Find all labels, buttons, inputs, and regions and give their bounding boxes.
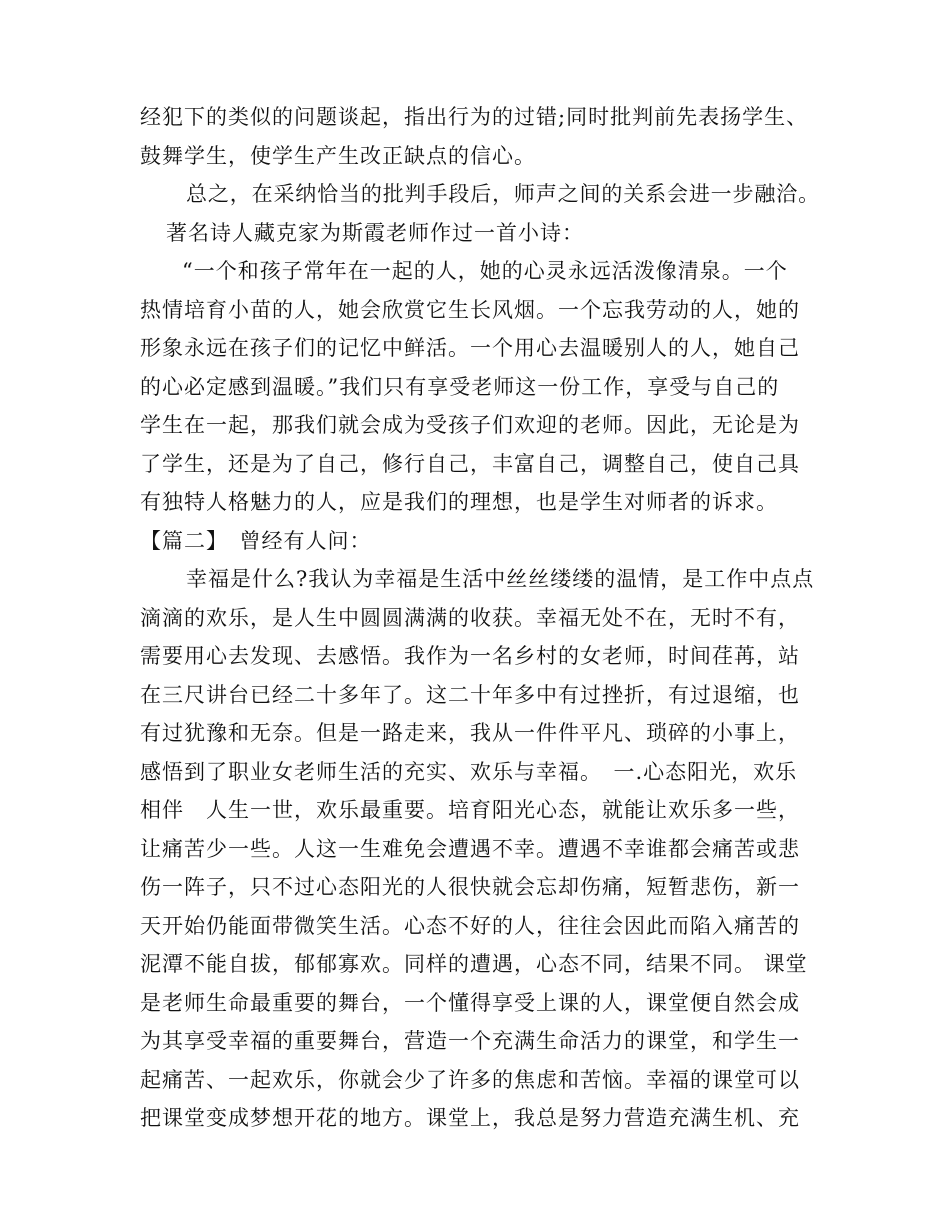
text-line: 泥潭不能自拔，郁郁寡欢。同样的遭遇，心态不同，结果不同。 课堂	[140, 952, 808, 976]
text-line: 滴滴的欢乐，是人生中圆圆满满的收获。幸福无处不在，无时不有，	[140, 605, 800, 630]
text-line: “一个和孩子常年在一起的人，她的心灵永远活泼像清泉。一个	[182, 259, 788, 283]
text-line: 了学生，还是为了自己，修行自己，丰富自己，调整自己，使自己具	[140, 451, 800, 476]
text-line: 热情培育小苗的人，她会欣赏它生长风烟。一个忘我劳动的人，她的	[140, 297, 800, 322]
text-line: 是老师生命最重要的舞台，一个懂得享受上课的人，课堂便自然会成	[140, 990, 800, 1015]
text-line: 有过犹豫和无奈。但是一路走来，我从一件件平凡、琐碎的小事上，	[140, 721, 800, 745]
text-line: 起痛苦、一起欢乐，你就会少了许多的焦虑和苦恼。幸福的课堂可以	[140, 1067, 800, 1092]
text-line: 需要用心去发现、去感悟。我作为一名乡村的女老师，时间荏苒，站	[140, 644, 800, 668]
text-line: 伤一阵子，只不过心态阳光的人很快就会忘却伤痛，短暂悲伤，新一	[140, 875, 800, 899]
text-line: 感悟到了职业女老师生活的充实、欢乐与幸福。 一.心态阳光，欢乐	[140, 759, 798, 784]
text-line: 总之，在采纳恰当的批判手段后，师声之间的关系会进一步融洽。	[186, 182, 820, 206]
text-line: 天开始仍能面带微笑生活。心态不好的人，往往会因此而陷入痛苦的	[140, 913, 800, 938]
text-line: 为其享受幸福的重要舞台，营造一个充满生命活力的课堂，和学生一	[140, 1029, 800, 1053]
text-line: 形象永远在孩子们的记忆中鲜活。一个用心去温暖别人的人，她自己	[140, 336, 800, 360]
text-line: 相伴 人生一世，欢乐最重要。培育阳光心态，就能让欢乐多一些，	[140, 798, 800, 822]
document-body	[140, 98, 820, 1138]
text-line: 学生在一起，那我们就会成为受孩子们欢迎的老师。因此，无论是为	[140, 413, 800, 437]
text-line: 的心必定感到温暖。”我们只有享受老师这一份工作，享受与自己的	[140, 374, 780, 399]
text-line: 经犯下的类似的问题谈起，指出行为的过错;同时批判前先表扬学生、	[140, 105, 809, 129]
text-line: 在三尺讲台已经二十多年了。这二十年多中有过挫折，有过退缩，也	[140, 682, 800, 707]
text-line: 【篇二】 曾经有人问：	[140, 528, 372, 553]
text-line: 鼓舞学生，使学生产生改正缺点的信心。	[140, 143, 536, 168]
text-line: 著名诗人藏克家为斯霞老师作过一首小诗：	[166, 220, 584, 245]
text-line: 幸福是什么?我认为幸福是生活中丝丝缕缕的温情，是工作中点点	[186, 567, 815, 591]
text-line: 有独特人格魅力的人，应是我们的理想，也是学生对师者的诉求。	[140, 490, 778, 514]
text-line: 把课堂变成梦想开花的地方。课堂上，我总是努力营造充满生机、充	[140, 1106, 800, 1130]
text-line: 让痛苦少一些。人这一生难免会遭遇不幸。遭遇不幸谁都会痛苦或悲	[140, 836, 800, 861]
